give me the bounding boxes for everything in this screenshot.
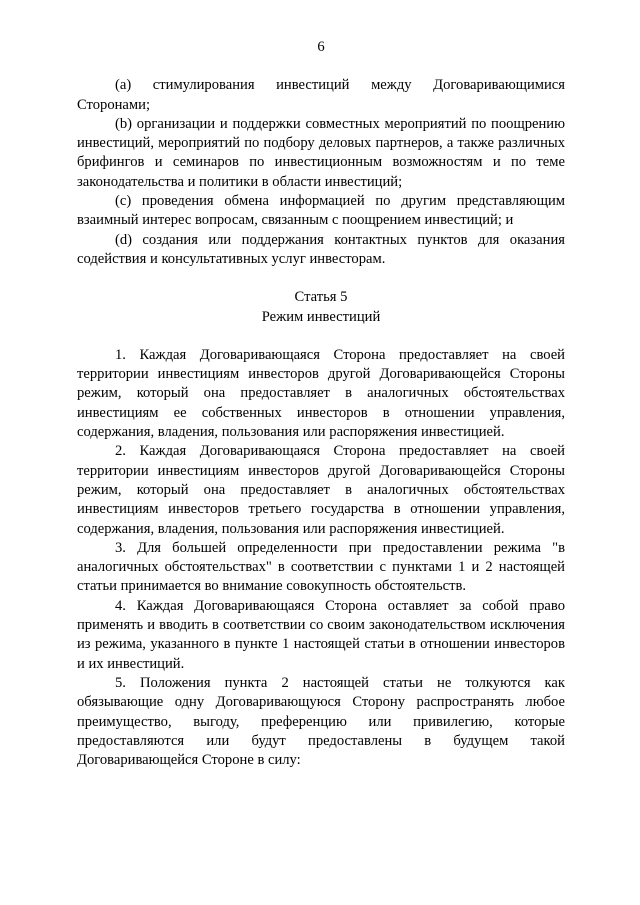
paragraph-item-c: (c) проведения обмена информацией по другим представляющим взаимный интерес вопросам, связанным с поощрением инвестиций; и — [77, 193, 565, 229]
article-paragraph-3: 3. Для большей определенности при предоставлении режима "в аналогичных обстоятельствах" в соответствии с пунктами 1 и 2 настоящей статьи принимается во внимание совокупность обстоятельств. — [77, 539, 565, 595]
paragraph-item-d: (d) создания или поддержания контактных пунктов для оказания содействия и консультативных услуг инвесторам. — [77, 231, 565, 267]
article-number: Статья 5 — [294, 289, 348, 306]
article-heading — [77, 288, 565, 327]
page-number: 6 — [317, 39, 325, 55]
article-paragraph-4: 4. Каждая Договаривающаяся Сторона оставляет за собой право применять и вводить в соответствии со своим законодательством исключения из режима, указанного в пункте 1 настоящей статьи в отношении инвесторов и их инвестиций. — [77, 597, 565, 672]
article-paragraph-1: 1. Каждая Договаривающаяся Сторона предоставляет на своей территории инвестициям инвесторов другой Договаривающейся Стороны режим, который она предоставляет в аналогичных обстоятельствах инвестициям ее собственных инвесторов в отношении управления, содержания, владения, пользования или распоряжения инвестицией. — [77, 346, 565, 441]
article-title: Режим инвестиций — [261, 308, 381, 325]
paragraph-item-a: (a) стимулирования инвестиций между Договаривающимися Сторонами; — [77, 77, 565, 113]
document-page — [77, 38, 565, 770]
article-paragraph-5: 5. Положения пункта 2 настоящей статьи не толкуются как обязывающие одну Договаривающуюся Сторону распространять любое преимущество, выгоду, преференцию или привилегию, которые предоставляются или будут предоставлены в будущем такой Договаривающейся Стороне в силу: — [77, 674, 565, 769]
paragraph-item-b: (b) организации и поддержки совместных мероприятий по поощрению инвестиций, мероприятий по подбору деловых партнеров, а также различных брифингов и семинаров по инвестиционным возможностям и по теме законодательства и политики в области инвестиций; — [77, 115, 565, 190]
article-paragraph-2: 2. Каждая Договаривающаяся Сторона предоставляет на своей территории инвестициям инвесторов другой Договаривающейся Стороны режим, который она предоставляет в аналогичных обстоятельствах инвестициям инвесторов третьего государства в отношении управления, содержания, владения, пользования или распоряжения инвестицией. — [77, 443, 565, 537]
